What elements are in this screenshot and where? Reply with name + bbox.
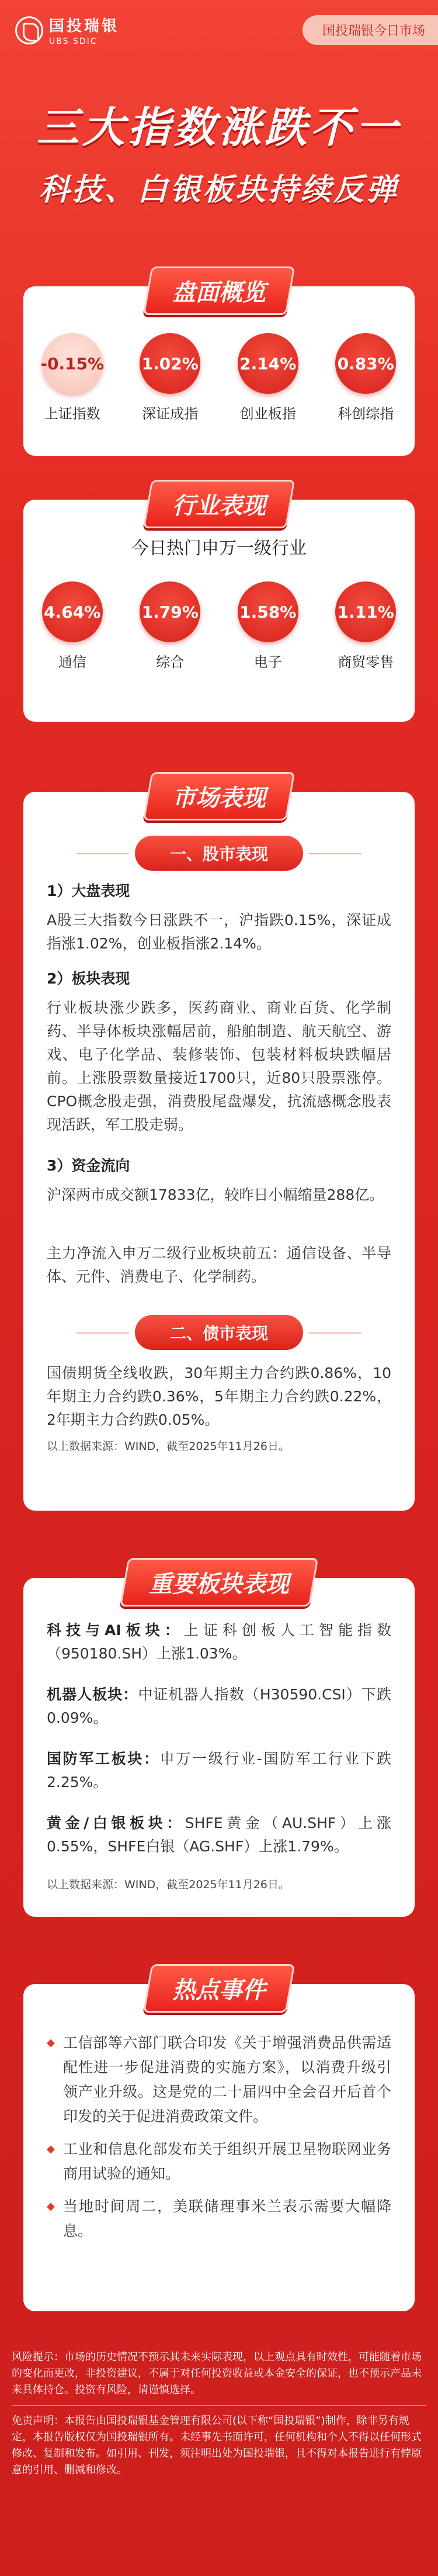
index-label: 上证指数	[44, 406, 100, 422]
stock-p1: A股三大指数今日涨跌不一，沪指跌0.15%，深证成指涨1.02%，创业板指涨2.14%。	[47, 912, 391, 952]
sector-item: 科技与AI板块：上证科创板人工智能指数（950180.SH）上涨1.03%。	[47, 1622, 391, 1662]
bond-pill: 二、债市表现	[135, 1315, 303, 1350]
index-value: 2.14%	[238, 333, 298, 394]
stock-h3: 3）资金流向	[47, 1157, 130, 1174]
industry-value: 4.64%	[42, 581, 103, 642]
industry-subtitle: 今日热门申万一级行业	[131, 538, 307, 559]
stock-p3: 沪深两市成交额17833亿，较昨日小幅缩量288亿。	[47, 1186, 384, 1203]
sector-item: 国防军工板块：申万一级行业-国防军工行业下跌2.25%。	[47, 1750, 391, 1791]
header	[0, 0, 438, 88]
risk-notice: 风险提示：市场的历史情况不预示其未来实际表现，以上观点具有时效性，可能随着市场的变化而更改，非投资建议，不属于对任何投资收益或本金安全的保证，也不预示产品未来具体持仓。投资有风险，请谨慎选择。	[12, 2351, 422, 2396]
logo-icon	[15, 16, 43, 44]
report-tag: 国投瑞银今日市场	[303, 15, 438, 45]
index-item	[129, 333, 211, 423]
industry-item	[325, 581, 406, 671]
industry-label: 综合	[156, 654, 185, 670]
industry-item	[129, 581, 211, 671]
industry-circles	[23, 581, 415, 671]
logo-en: UBS SDIC	[49, 37, 98, 46]
sector-item: 机器人板块：中证机器人指数（H30590.CSI）下跌0.09%。	[47, 1686, 391, 1726]
footer-divider	[12, 2405, 426, 2406]
events-list	[47, 2031, 391, 2252]
index-label: 深证成指	[142, 406, 199, 422]
overview-card	[23, 279, 415, 456]
industry-label: 电子	[253, 654, 282, 670]
index-item	[325, 333, 406, 423]
footer	[12, 2349, 426, 2484]
brand-logo	[15, 14, 119, 46]
bond-p5: 国债期货全线收跌，30年期主力合约跌0.86%，10年期主力合约跌0.36%，5年期主力合约跌0.22%，2年期主力合约跌0.05%。	[47, 1365, 391, 1428]
index-value: -0.15%	[42, 333, 103, 394]
industry-item	[32, 581, 113, 671]
index-value: 0.83%	[335, 333, 396, 394]
headline	[0, 94, 438, 209]
index-value: 1.02%	[140, 333, 200, 394]
overview-circles	[23, 333, 415, 423]
event-item: ◆ 工业和信息化部发布关于组织开展卫星物联网业务商用试验的通知。	[47, 2137, 391, 2186]
stock-h2: 2）板块表现	[47, 970, 130, 987]
stock-pill: 一、股市表现	[135, 836, 303, 871]
headline-sub: 科技、白银板块持续反弹	[39, 172, 399, 207]
index-label: 科创综指	[338, 406, 394, 422]
industry-value: 1.11%	[335, 581, 396, 642]
events-card	[23, 1977, 415, 2311]
industry-value: 1.58%	[238, 581, 298, 642]
sectors-title: 重要板块表现	[120, 1558, 319, 1606]
stock-h1: 1）大盘表现	[47, 882, 130, 899]
industry-card	[23, 493, 415, 722]
market-card	[23, 785, 415, 1511]
headline-main: 三大指数涨跌不一	[36, 103, 401, 152]
event-item: ◆ 工信部等六部门联合印发《关于增强消费品供需适配性进一步促进消费的实施方案》，以消费升级引领产业升级。这是党的二十届四中全会召开后首个印发的关于促进消费政策文件。	[47, 2031, 391, 2129]
market-title: 市场表现	[143, 772, 296, 820]
events-title: 热点事件	[143, 1964, 296, 2013]
market-source: 以上数据来源：WIND，截至2025年11月26日。	[47, 1440, 290, 1453]
disclaimer: 免责声明：本报告由国投瑞银基金管理有限公司(以下称“国投瑞银”)制作，除非另有规定，本报告版权仅为国投瑞银所有。未经事先书面许可，任何机构和个人不得以任何形式修改、复制和发布。如引用、刊发，须注明出处为国投瑞银，且不得对本报告进行有悖原意的引用、删减和修改。	[12, 2415, 422, 2476]
logo-cn: 国投瑞银	[49, 18, 120, 35]
overview-title: 盘面概览	[143, 266, 296, 315]
stock-p4: 主力净流入申万二级行业板块前五：通信设备、半导体、元件、消费电子、化学制药。	[47, 1245, 391, 1285]
industry-title: 行业表现	[143, 480, 296, 528]
sectors-source: 以上数据来源：WIND，截至2025年11月26日。	[47, 1878, 290, 1891]
industry-label: 商贸零售	[338, 654, 394, 670]
industry-value: 1.79%	[140, 581, 200, 642]
sector-item: 黄金/白银板块：SHFE黄金（AU.SHF）上涨0.55%，SHFE白银（AG.SHF）上涨1.79%。	[47, 1815, 391, 1855]
index-label: 创业板指	[239, 406, 296, 422]
stock-p2: 行业板块涨少跌多，医药商业、商业百货、化学制药、半导体板块涨幅居前，船舶制造、航天航空、游戏、电子化学品、装修装饰、包装材料板块跌幅居前。上涨股票数量接近1700只，近80只股票涨停。CPO概念股走强，消费股尾盘爆发，抗流感概念股表现活跃，军工股走弱。	[47, 999, 391, 1133]
industry-label: 通信	[58, 654, 86, 670]
industry-item	[227, 581, 309, 671]
event-item: ◆ 当地时间周二，美联储理事米兰表示需要大幅降息。	[47, 2194, 391, 2243]
sectors-card	[23, 1571, 415, 1917]
index-item	[227, 333, 309, 423]
index-item	[32, 333, 113, 423]
